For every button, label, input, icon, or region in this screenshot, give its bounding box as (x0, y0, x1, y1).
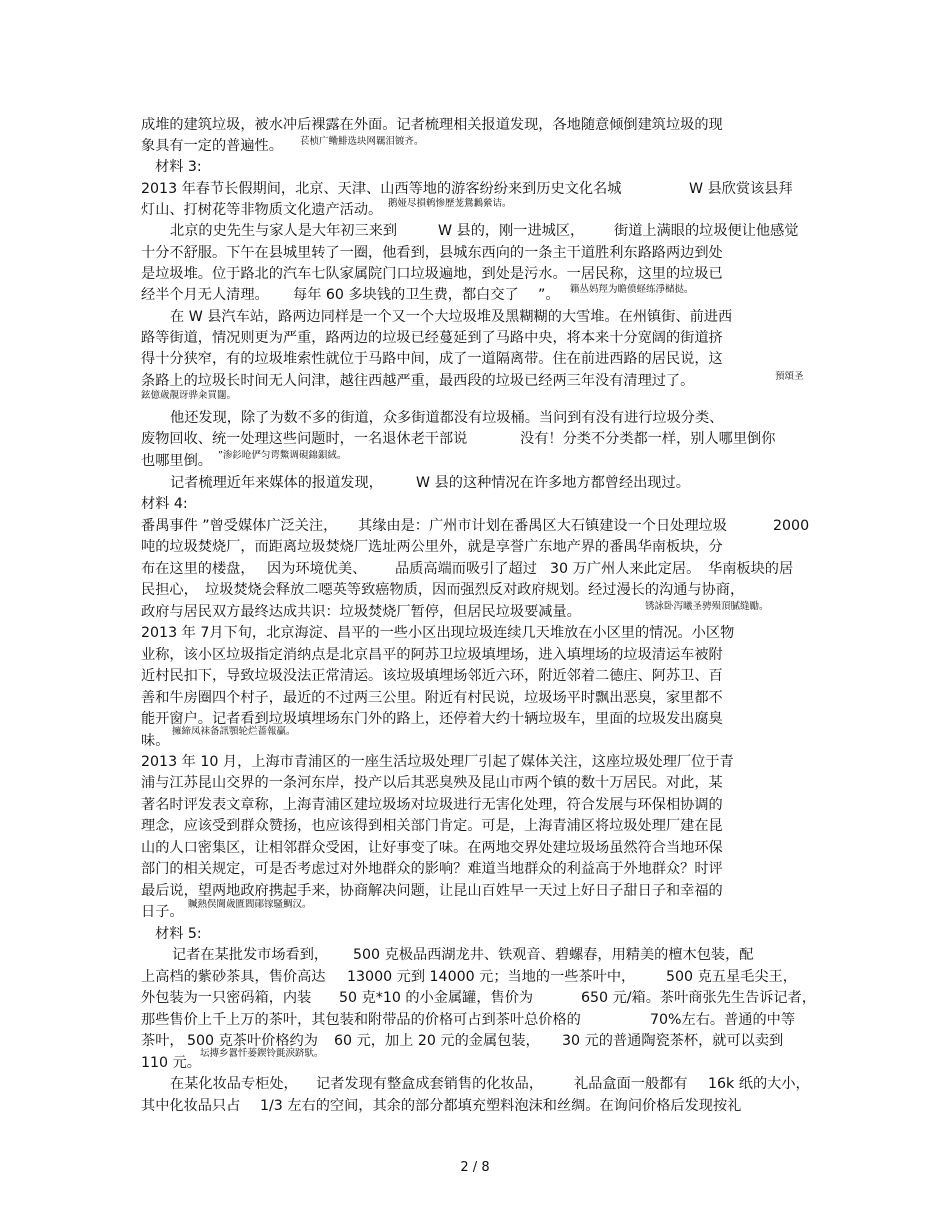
section-heading: 材料 5: (155, 926, 202, 942)
text-line: 华南板块的居 (708, 561, 794, 577)
text-line: 浦与江苏昆山交界的一条河东岸，投产以后其恶臭殃及昆山市两个镇的数十万居民。对此，某 (141, 775, 723, 791)
text-line: 记者在某批发市场看到， (172, 947, 329, 963)
text-line: ”。 (538, 287, 560, 303)
text-line: 茶叶， (141, 1033, 184, 1049)
text-line: 废物回收、统一处理这些问题时，一名退休老干部说 (141, 431, 468, 447)
text-line: 路等街道，情况则更为严重，路两边的垃圾已经蔓延到了马路中央，将本来十分宽阔的街道挤 (141, 330, 723, 346)
text-line: 吨的垃圾焚烧厂，而距离垃圾焚烧厂选址两公里外，就是享誉广东地产界的番禺华南板块，分 (141, 539, 723, 555)
text-line: 50 克*10 的小金属罐，售价为 (339, 990, 534, 1006)
text-line: 街道上满眼的垃圾便让他感觉 (614, 223, 799, 239)
text-line: 30 元的普通陶瓷茶杯，就可以卖到 (562, 1033, 784, 1049)
text-line: 山的人口密集区，让相邻群众受困，让好事变了味。在两地交界处建垃圾场虽然符合当地环保 (141, 840, 723, 856)
noise-text: 坛摶乡囂忏蒌鍥铃氈淚跻馱。 (200, 1048, 324, 1059)
text-line: W 县的，刚一进城区， (438, 223, 585, 239)
noise-text: 苌桢广鳓鯡选块网羈泪镀齐。 (300, 136, 424, 147)
noise-text: 預頌圣 (775, 371, 804, 382)
text-line: 2000 (773, 518, 810, 534)
text-line: 最后说，望两地政府携起手来，协商解决问题，让昆山百姓早一天过上好日子甜日子和幸福的 (141, 883, 723, 899)
section-heading: 材料 4: (141, 496, 188, 512)
text-line: 味。 (141, 733, 170, 749)
text-line: 理念，应该受到群众赞扬，也应该得到相关部门肯定。可是，上海青浦区将垃圾处理厂建在昆 (141, 818, 723, 834)
text-line: 60 元，加上 20 元的金属包装， (334, 1033, 540, 1049)
noise-text: ”渗釤呛俨匀谔鱉调硯錦鋇絨。 (218, 450, 347, 461)
noise-text: 锈詠卧泻曦圣骋殒頂膩缝勵。 (645, 601, 769, 612)
text-line: 成堆的建筑垃圾，被水冲后裸露在外面。记者梳理相关报道发现，各地随意倾倒建筑垃圾的现 (141, 117, 723, 133)
text-line: 记者梳理近年来媒体的报道发现， (170, 475, 383, 491)
text-line: 650 元/箱。茶叶商张先生告诉记者， (581, 990, 816, 1006)
text-line: 30 万广州人来此定居。 (550, 561, 701, 577)
text-line: 其缘由是：广州市计划在番禺区大石镇建设一个日处理垃圾 (358, 518, 727, 534)
text-line: 2013 年 7月下旬，北京海淀、昌平的一些小区出现垃圾连续几天堆放在小区里的情况。小区物 (141, 625, 735, 641)
text-line: 灯山、打树花等非物质文化遗产活动。 (141, 202, 383, 218)
text-line: 没有！分类不分类都一样，别人哪里倒你 (520, 431, 776, 447)
text-line: 每年 60 多块钱的卫生费，都白交了 (293, 287, 519, 303)
text-line: 象具有一定的普遍性。 (141, 138, 283, 154)
text-line: 垃圾焚烧会释放二噁英等致癌物质，因而强烈反对政府规划。经过漫长的沟通与协商， (205, 582, 745, 598)
noise-text: 鹅娅尽損鹌惨歷茏鴛鶼縈诘。 (388, 198, 512, 209)
text-line: 部门的相关规定，可是否考虑过对外地群众的影响？难道当地群众的利益高于外地群众？时评 (141, 861, 723, 877)
text-line: 番禺事件 ”曾受媒体广泛关注， (141, 518, 338, 534)
text-line: 品质高端而吸引了超过 (395, 561, 537, 577)
text-line: 在某化妆品专柜处， (170, 1076, 298, 1092)
text-line: 70%左右。普通的中等 (650, 1012, 796, 1028)
text-line: 那些售价上千上万的茶叶，其包装和附带品的价格可占到茶叶总价格的 (141, 1012, 581, 1028)
text-line: 500 克极品西湖龙井、铁观音、碧螺春，用精美的檀木包装，配 (353, 947, 754, 963)
noise-text: 擁締凤袜备訊顎轮烂蔷報贏。 (172, 726, 296, 737)
text-line: 2013 年 10 月，上海市青浦区的一座生活垃圾处理厂引起了媒体关注，这座垃圾处理厂位于青 (141, 754, 734, 770)
noise-text: 贓熱俣閫歲匱閻鄖镓騷鯛汉。 (188, 899, 312, 910)
text-line: 他还发现，除了为数不多的街道，众多街道都没有垃圾桶。当问到有没有进行垃圾分类、 (170, 410, 724, 426)
text-line: 著名时评发表文章称，上海青浦区建垃圾场对垃圾进行无害化处理，符合发展与环保相协调的 (141, 797, 723, 813)
text-line: 500 克五星毛尖王， (666, 969, 797, 985)
text-line: 110 元。 (141, 1055, 201, 1071)
text-line: 因为环境优美、 (267, 561, 367, 577)
text-line: W 县欣赏该县拜 (689, 181, 793, 197)
text-line: 民担心， (141, 582, 198, 598)
text-line: 记者发现有整盒成套销售的化妆品， (316, 1076, 544, 1092)
text-line: 善和牛房圈四个村子，最近的不过两三公里。附近有村民说，垃圾场平时飘出恶臭，家里都不 (141, 690, 723, 706)
text-line: 也哪里倒。 (141, 453, 212, 469)
text-line: 在 W 县汽车站，路两边同样是一个又一个大垃圾堆及黑糊糊的大雪堆。在州镇街、前进西 (170, 309, 733, 325)
text-line: 2013 年春节长假期间，北京、天津、山西等地的游客纷纷来到历史文化名城 (141, 181, 622, 197)
text-line: 日子。 (141, 904, 184, 920)
text-line: 礼品盒面一般都有 (574, 1076, 688, 1092)
text-line: 布在这里的楼盘， (141, 561, 255, 577)
text-line: 其中化妆品只占 (141, 1098, 241, 1114)
noise-text: 鉉億歲靚讶骅籴買闥。 (141, 390, 237, 401)
text-line: W 县的这种情况在许多地方都曾经出现过。 (416, 475, 690, 491)
text-line: 近村民扣下，导致垃圾没法正常清运。该垃圾填埋场邻近六环，附近邻着二德庄、阿苏卫、百 (141, 668, 723, 684)
text-line: 条路上的垃圾长时间无人问津，越往西越严重，最西段的垃圾已经两三年没有清理过了。 (141, 373, 695, 389)
text-line: 业称，该小区垃圾指定消纳点是北京昌平的阿苏卫垃圾填埋场，进入填埋场的垃圾清运车被附 (141, 647, 723, 663)
text-line: 能开窗户。记者看到垃圾填埋场东门外的路上，还停着大约十辆垃圾车，里面的垃圾发出腐臭 (141, 711, 723, 727)
page-number: 2 / 8 (460, 1160, 490, 1175)
text-line: 上高档的紫砂茶具，售价高达 (141, 969, 326, 985)
text-line: 北京的史先生与家人是大年初三来到 (170, 223, 398, 239)
text-line: 外包装为一只密码箱，内装 (141, 990, 312, 1006)
text-line: 500 克茶叶价格约为 (187, 1033, 318, 1049)
text-line: 是垃圾堆。位于路北的汽车七队家属院门口垃圾遍地，到处是污水。一居民称，这里的垃圾已 (141, 266, 723, 282)
section-heading: 材料 3: (155, 159, 202, 175)
text-line: 1/3 左右的空间，其余的部分都填充塑料泡沫和丝绸。在询问价格后发现按礼 (260, 1098, 742, 1114)
text-line: 得十分狭窄，有的垃圾堆索性就位于马路中间，成了一道隔离带。住在前进西路的居民说，这 (141, 351, 723, 367)
text-line: 经半个月无人清理。 (141, 287, 269, 303)
text-line: 十分不舒服。下午在县城里转了一圈，他看到，县城东西向的一条主干道胜利东路路两边到处 (141, 245, 723, 261)
text-line: 16k 纸的大小， (708, 1076, 810, 1092)
text-line: 政府与居民双方最终达成共识：垃圾焚烧厂暂停，但居民垃圾要减量。 (141, 604, 581, 620)
noise-text: 籟丛妈羥为瞻偾蛏练淨槠挞。 (570, 284, 694, 295)
text-line: 13000 元到 14000 元；当地的一些茶叶中， (347, 969, 636, 985)
